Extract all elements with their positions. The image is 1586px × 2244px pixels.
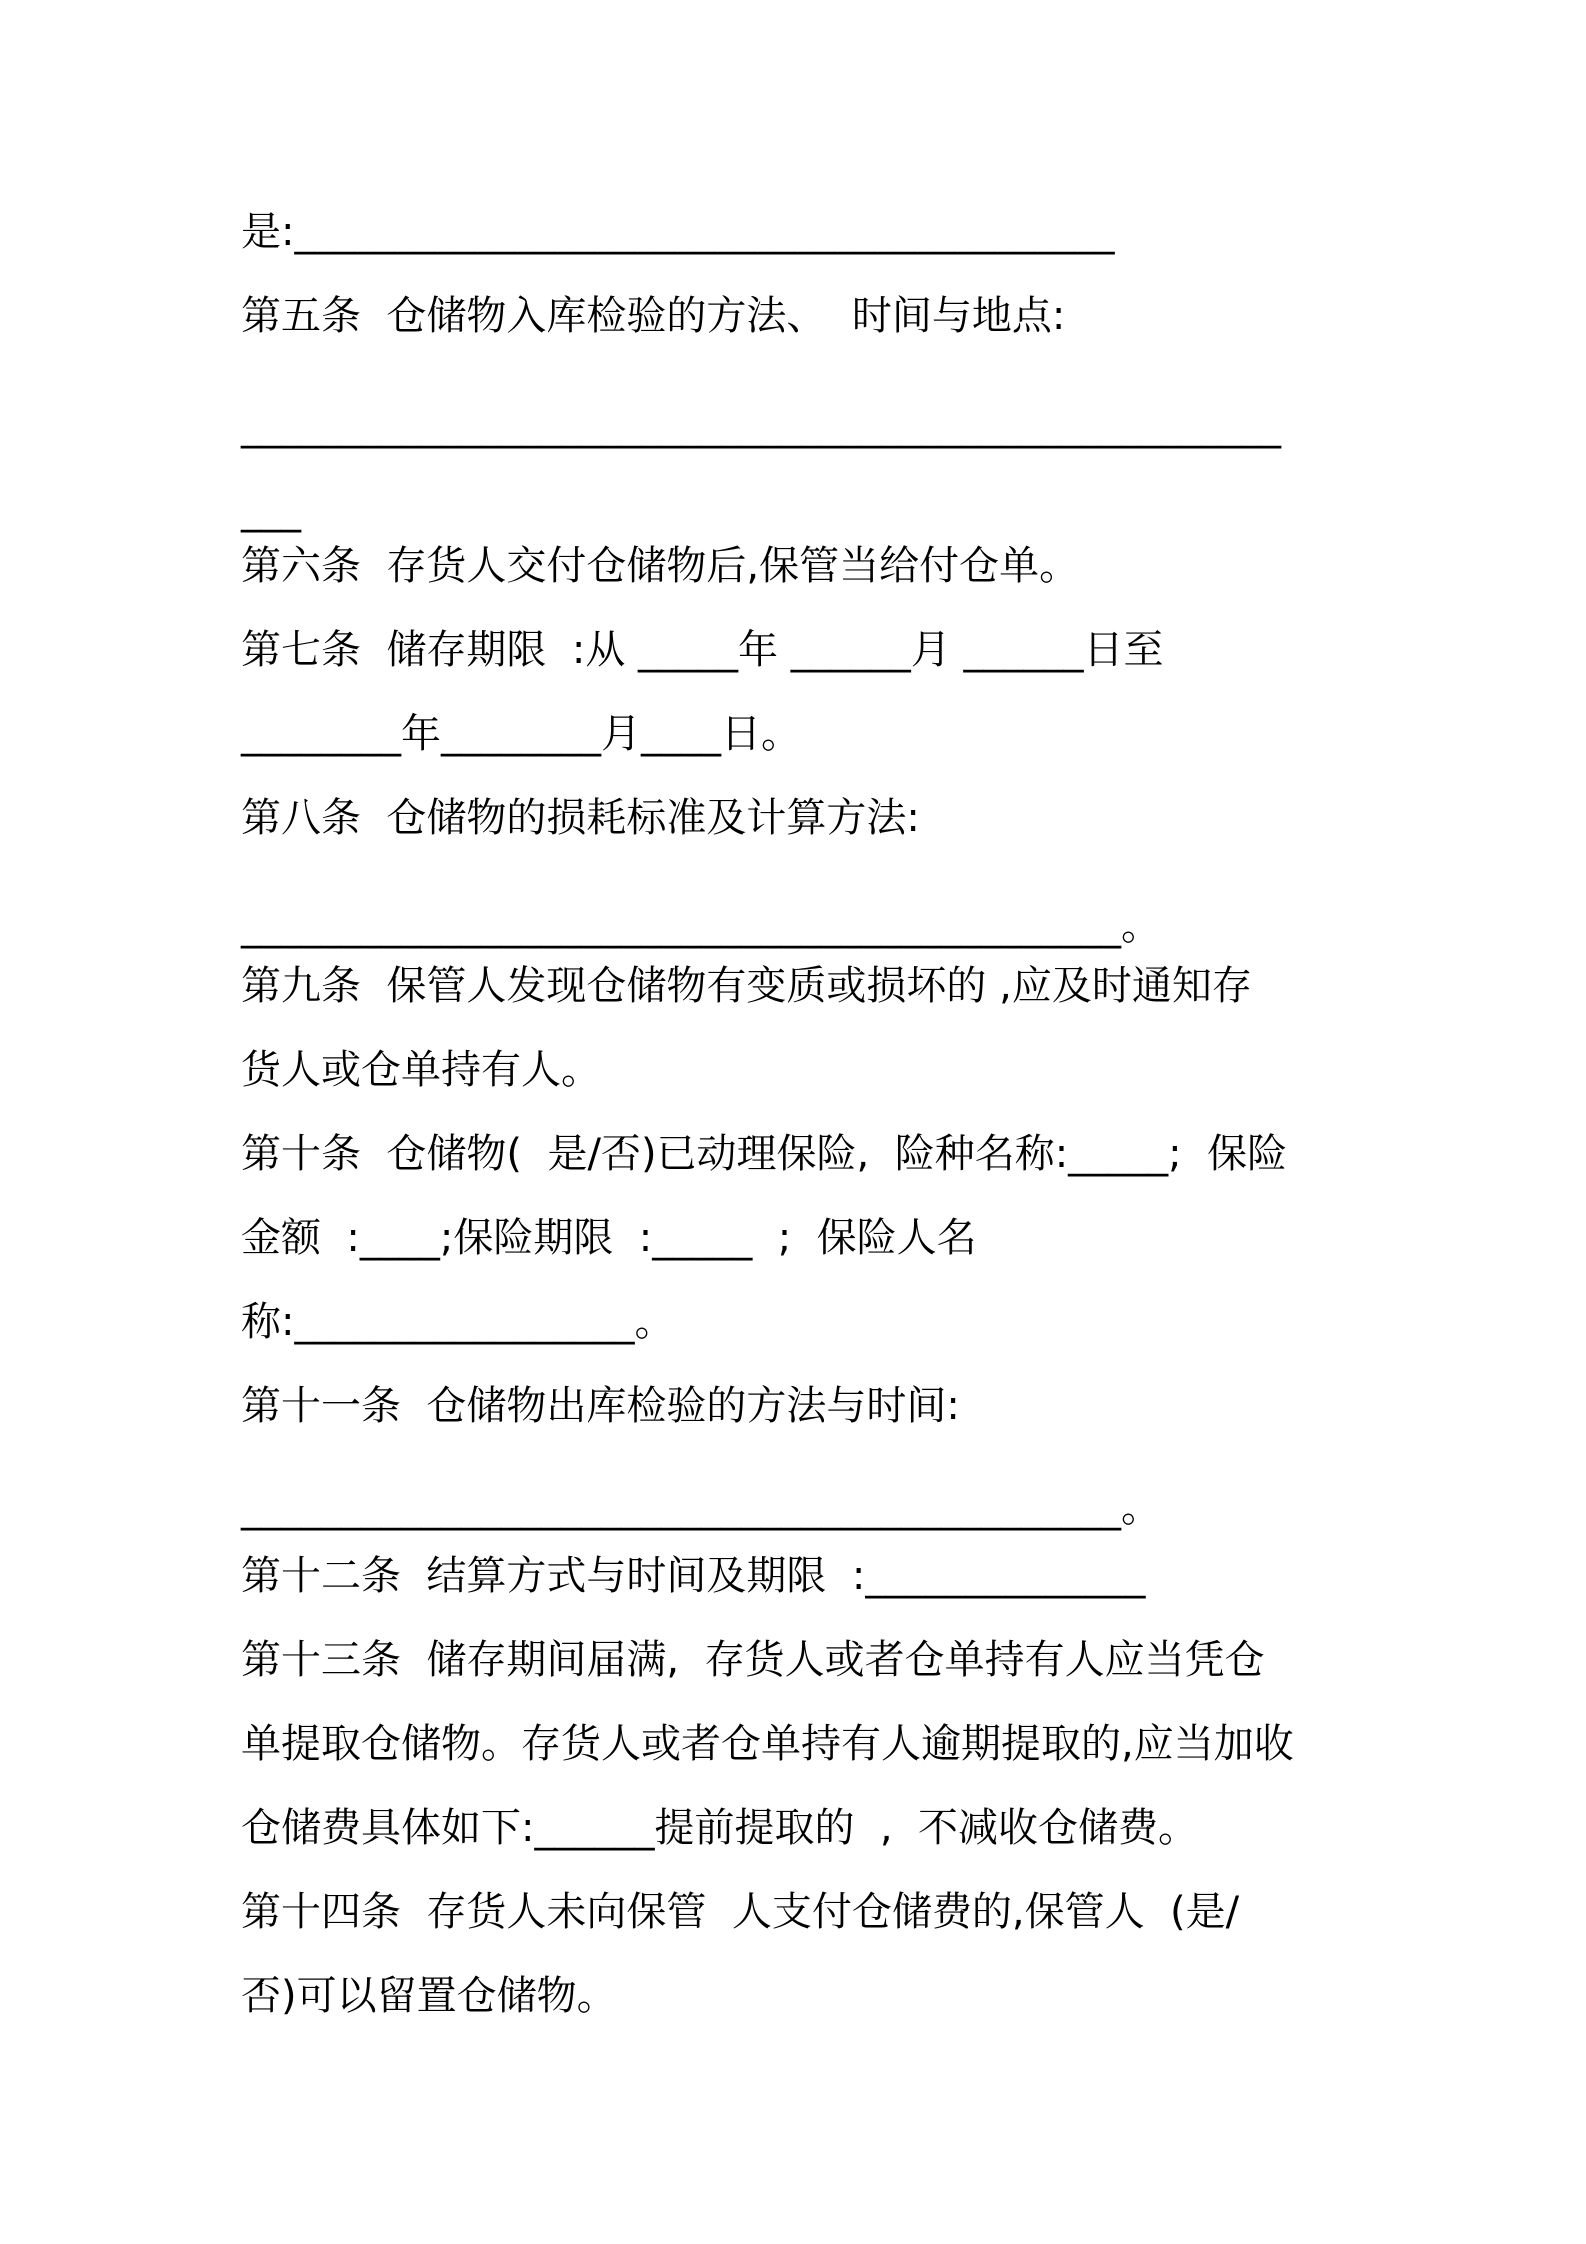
article-12: 第十二条 结算方式与时间及期限 :______________ <box>241 1553 1146 1599</box>
article-7: 第七条 储存期限 :从 _____年 ______月 ______日至 <box>241 627 1164 673</box>
article-9-continued: 货人或仓单持有人。 <box>241 1047 601 1093</box>
blank-line: ____________________________________________。 <box>241 903 1161 949</box>
article-14-continued: 否)可以留置仓储物。 <box>241 1973 617 2019</box>
text-line: 是:_________________________________________ <box>241 209 1115 255</box>
article-13-end: 仓储费具体如下:______提前提取的 , 不减收仓储费。 <box>241 1805 1199 1851</box>
blank-line: ____________________________________________________ <box>241 403 1281 449</box>
article-9: 第九条 保管人发现仓储物有变质或损坏的 ,应及时通知存 <box>241 963 1252 1009</box>
article-13: 第十三条 储存期间届满, 存货人或者仓单持有人应当凭仓 <box>241 1637 1265 1683</box>
blank-line: ____________________________________________。 <box>241 1485 1161 1531</box>
article-7-continued: ________年________月____日。 <box>241 711 801 757</box>
article-13-continued: 单提取仓储物。存货人或者仓单持有人逾期提取的,应当加收 <box>241 1721 1294 1767</box>
article-10: 第十条 仓储物( 是/否)已动理保险, 险种名称:_____; 保险 <box>241 1131 1288 1177</box>
blank-line: ___ <box>241 487 301 533</box>
article-10-continued: 金额 :____;保险期限 :_____ ; 保险人名 <box>241 1215 977 1261</box>
article-6: 第六条 存货人交付仓储物后,保管当给付仓单。 <box>241 543 1080 589</box>
article-11-heading: 第十一条 仓储物出库检验的方法与时间: <box>241 1383 960 1429</box>
article-5-heading: 第五条 仓储物入库检验的方法、 时间与地点: <box>241 293 1066 339</box>
article-10-end: 称:_________________。 <box>241 1299 675 1345</box>
article-14: 第十四条 存货人未向保管 人支付仓储费的,保管人 (是/ <box>241 1889 1240 1935</box>
article-8-heading: 第八条 仓储物的损耗标准及计算方法: <box>241 795 920 841</box>
